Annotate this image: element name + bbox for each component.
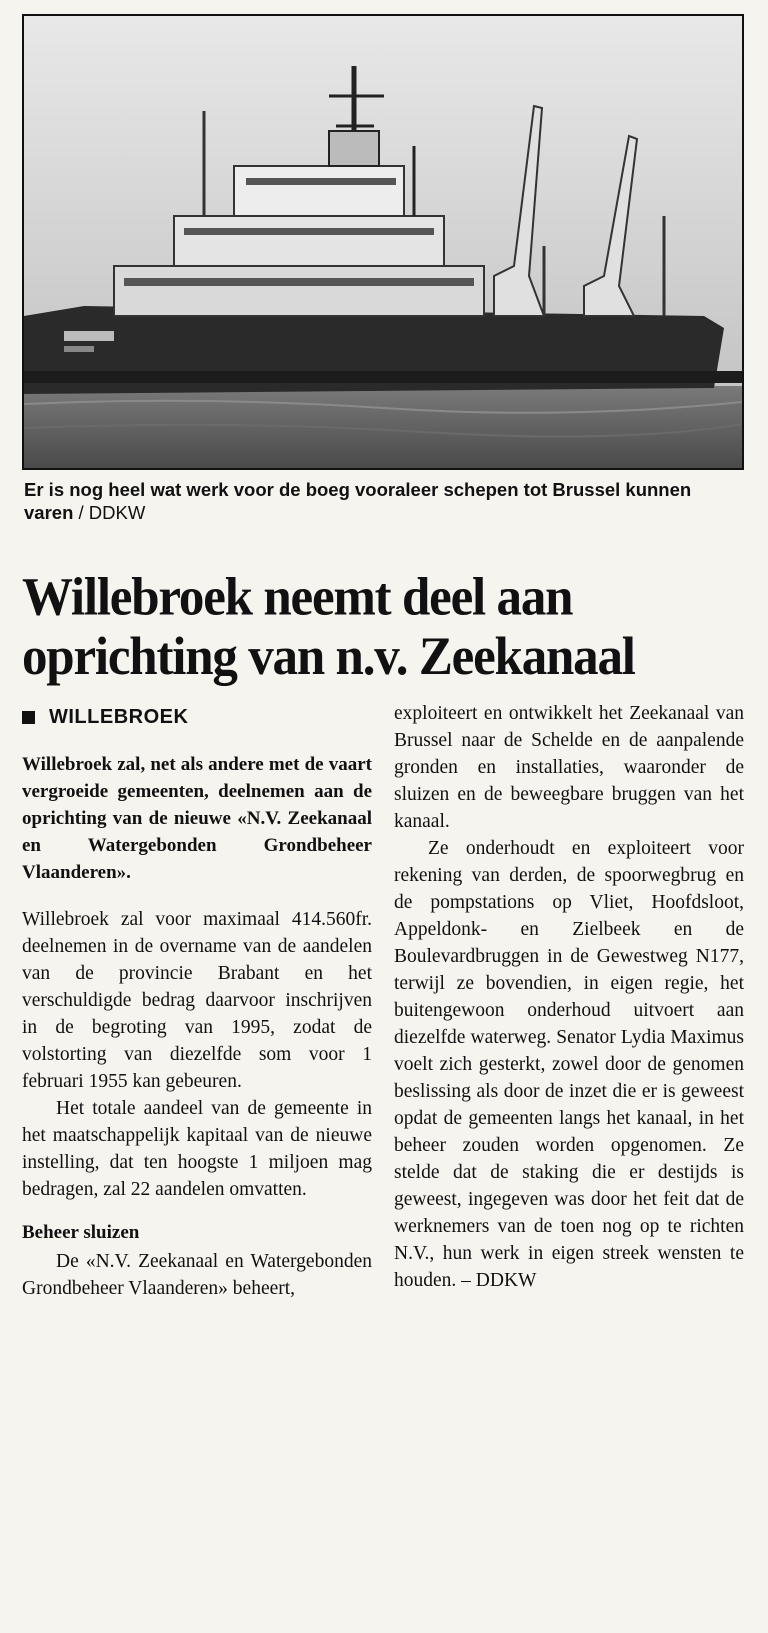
article-column-left (22, 706, 372, 1302)
caption-separator: / (78, 502, 89, 523)
kicker-label: WILLEBROEK (49, 706, 189, 728)
square-bullet-icon (22, 711, 35, 724)
section-subhead: Beheer sluizen (22, 1222, 140, 1243)
right-paragraph-2: Ze onderhoudt en exploiteert voor rekening van derden, de spoorwegbrug en de pompstations op Vliet, Hoofdsloot, Appeldonk- en Zielbeek en de Boulevardbruggen in de Gewestweg N177, terwijl ze bovendien, in eigen regie, het buitengewoon onderhoud uitvoert aan diezelfde waterweg. Senator Lydia Maximus voelt zich gesterkt, zowel door de genomen beslissing als door de inzet die er is geweest opdat de gemeenten langs het kanaal, in het beheer zouden worden opgenomen. Ze stelde dat de staking die er destijds is geweest, ingegeven was door het feit dat de werknemers van de toen nog op te richten N.V., hun werk in eigen streek wensten te houden. – DDKW (394, 838, 744, 1291)
photo-caption (24, 478, 744, 524)
location-kicker (22, 706, 372, 729)
caption-text: Er is nog heel wat werk voor de boeg vooraleer schepen tot Brussel kunnen varen (24, 479, 692, 523)
body-paragraph-3: De «N.V. Zeekanaal en Watergebonden Grondbeheer Vlaanderen» beheert, (22, 1251, 372, 1299)
right-paragraph-1: exploiteert en ontwikkelt het Zeekanaal van Brussel naar de Schelde en de aanpalende gronden en installaties, waaronder de sluizen en de beweegbare bruggen van het kanaal. (394, 703, 744, 832)
body-paragraph-2: Het totale aandeel van de gemeente in het maatschappelijk kapitaal van de nieuwe instelling, dat ten hoogste 1 miljoen mag bedragen, zal 22 aandelen omvatten. (22, 1098, 372, 1200)
article-lead: Willebroek zal, net als andere met de vaart vergroeide gemeenten, deelnemen aan de oprichting van de nieuwe «N.V. Zeekanaal en Watergebonden Grondbeheer Vlaanderen». (22, 754, 372, 883)
article-column-right (394, 700, 744, 1294)
article-headline: Willebroek neemt deel aan oprichting van n.v. Zeekanaal (22, 568, 635, 687)
body-paragraph-1: Willebroek zal voor maximaal 414.560fr. deelnemen in de overname van de aandelen van de provincie Brabant en het verschuldigde bedrag daarvoor inschrijven in de begroting van 1995, zodat de volstorting van diezelfde som voor 1 februari 1955 kan gebeuren. (22, 909, 372, 1092)
ship-photo (22, 14, 744, 470)
caption-credit: DDKW (88, 502, 146, 523)
ship-illustration (24, 16, 742, 468)
